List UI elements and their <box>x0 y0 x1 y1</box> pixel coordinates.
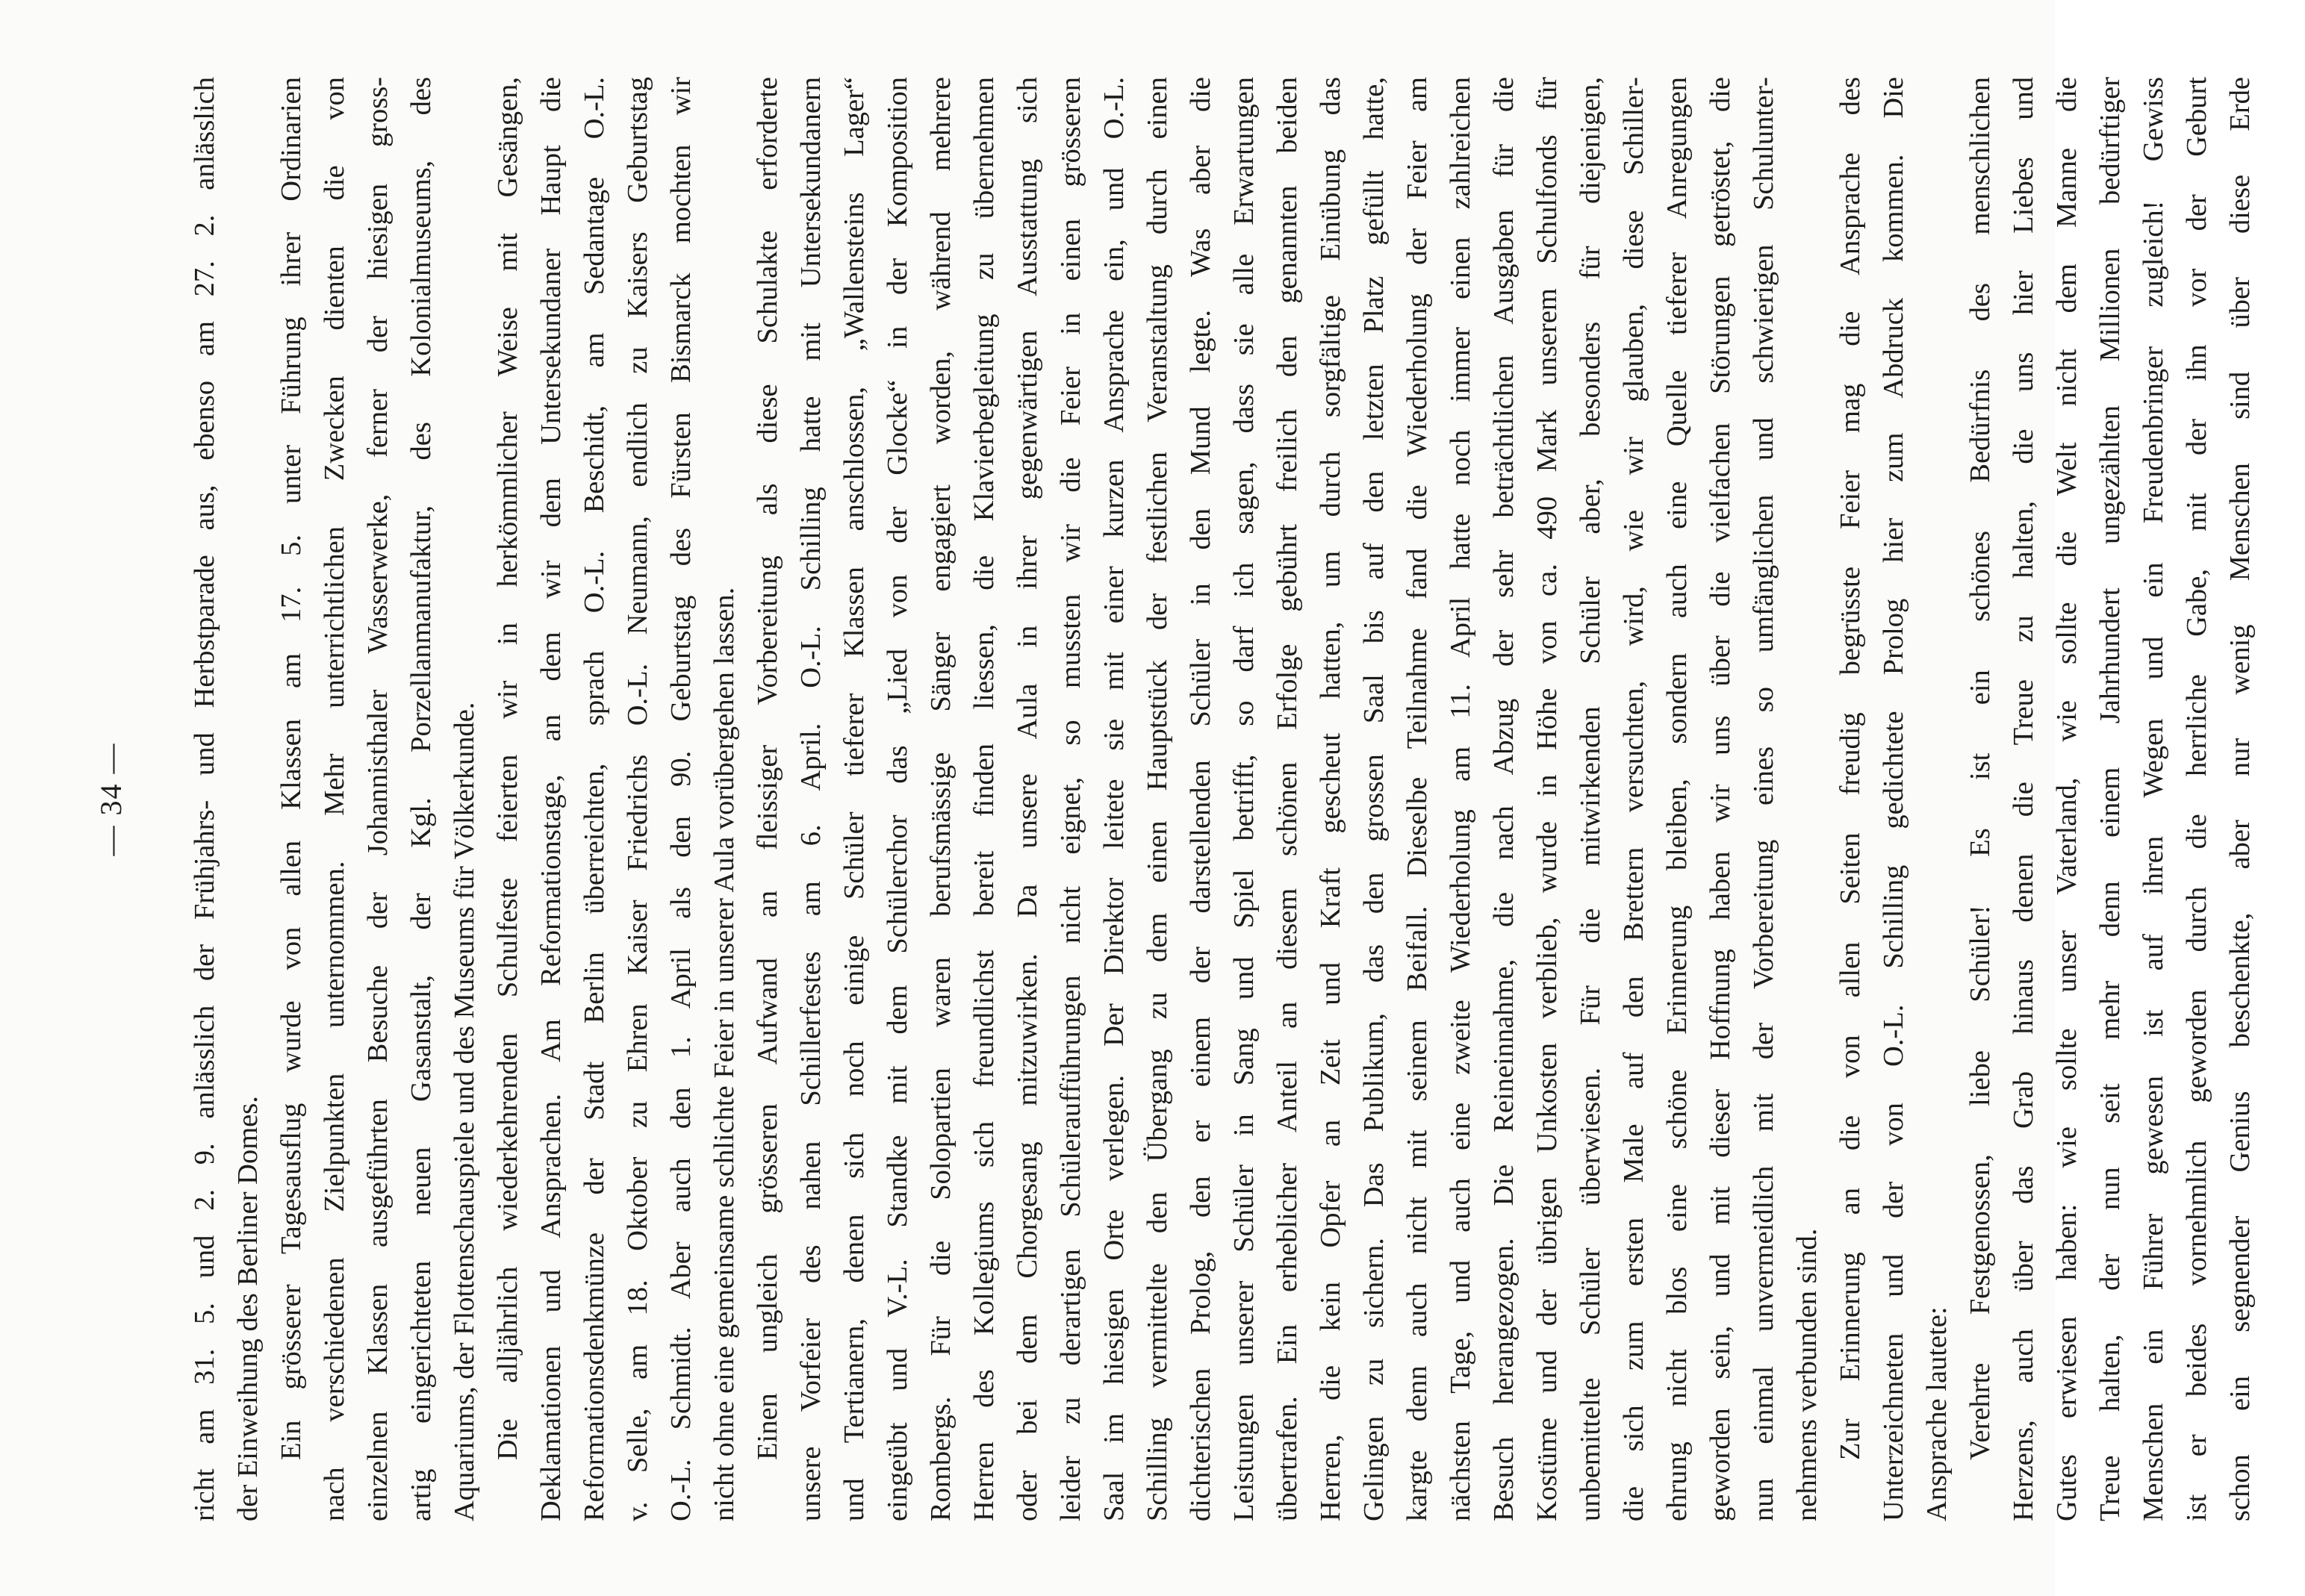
text-line: einzelnen Klassen ausgeführten Besuche der Johannisthaler Wasserwerke, ferner der hiesigen gross- <box>362 77 394 1521</box>
text-line: ist er beides vornehmlich geworden durch die herrliche Gabe, mit der ihn vor der Geburt <box>2181 77 2212 1521</box>
text-line: Verehrte Festgenossen, liebe Schüler! Es ist ein schönes Bedürfnis des menschlichen <box>1965 77 1996 1460</box>
text-line: Schilling vermittelte den Übergang zu dem einen Hauptstück der festlichen Veranstaltung durch einen <box>1142 77 1173 1521</box>
text-line: übertrafen. Ein erheblicher Anteil an diesem schönen Erfolge gebührt freilich den genannten beiden <box>1272 77 1303 1521</box>
text-line: der Einweihung des Berliner Domes. <box>232 1096 264 1521</box>
text-line: Herren, die kein Opfer an Zeit und Kraft gescheut hatten, um durch sorgfältige Einübung das <box>1315 77 1346 1521</box>
text-line: ehrung nicht blos eine schöne Erinnerung bleiben, sondern auch eine Quelle tieferer Anregungen <box>1661 77 1693 1521</box>
text-line: kargte denn auch nicht mit seinem Beifall. Dieselbe Teilnahme fand die Wiederholung der Feier am <box>1402 77 1433 1521</box>
text-line: leider zu derartigen Schüleraufführungen nicht eignet, so mussten wir die Feier in einen grösseren <box>1055 77 1086 1521</box>
text-line: nächsten Tage, und auch eine zweite Wiederholung am 11. April hatte noch immer einen zahlreichen <box>1445 77 1476 1521</box>
text-line: Besuch herangezogen. Die Reineinnahme, die nach Abzug der sehr beträchtlichen Ausgaben für die <box>1488 77 1519 1521</box>
text-line: nach verschiedenen Zielpunkten unternommen. Mehr unterrichtlichen Zwecken dienten die von <box>319 77 350 1521</box>
text-line: Leistungen unserer Schüler in Sang und Spiel betrifft, so darf ich sagen, dass sie alle Erwartungen <box>1228 77 1260 1521</box>
text-line: nehmens verbunden sind. <box>1791 1228 1823 1521</box>
text-line: Herzens, auch über das Grab hinaus denen die Treue zu halten, die uns hier Liebes und <box>2008 77 2039 1521</box>
text-line: artig eingerichteten neuen Gasanstalt, der Kgl. Porzellanmanufaktur, des Kolonialmuseums, des <box>405 77 437 1521</box>
text-line: Gutes erwiesen haben: wie sollte unser Vaterland, wie sollte die Welt nicht dem Manne die <box>2051 77 2082 1521</box>
text-line: dichterischen Prolog, den er einem der darstellenden Schüler in den Mund legte. Was aber die <box>1185 77 1216 1521</box>
text-line: richt am 31. 5. und 2. 9. anlässlich der Frühjahrs- und Herbstparade aus, ebenso am 27. 2. anlässlich <box>189 77 220 1521</box>
text-line: Unterzeichneten und der von O.-L. Schilling gedichtete Prolog hier zum Abdruck kommen. Die <box>1878 77 1909 1521</box>
text-line: nicht ohne eine gemeinsame schlichte Feier in unserer Aula vorübergehen lassen. <box>709 587 740 1521</box>
text-line: Die alljährlich wiederkehrenden Schulfeste feierten wir in herkömmlicher Weise mit Gesängen, <box>492 77 523 1460</box>
text-line: Saal im hiesigen Orte verlegen. Der Direktor leitete sie mit einer kurzen Ansprache ein, und O.-L. <box>1098 77 1130 1521</box>
text-line: unbemittelte Schüler überwiesen. Für die mitwirkenden Schüler aber, besonders für diejenigen, <box>1575 77 1606 1521</box>
rotated-text-block <box>90 77 2256 1521</box>
text-line: v. Selle, am 18. Oktober zu Ehren Kaiser Friedrichs O.-L. Neumann, endlich zu Kaisers Geburtstag <box>622 77 653 1521</box>
text-line: schon ein segnender Genius beschenkte, aber nur wenig Menschen sind über diese Erde <box>2224 77 2256 1521</box>
text-line: geworden sein, und mit dieser Hoffnung haben wir uns über die vielfachen Störungen getröstet, die <box>1705 77 1736 1521</box>
text-line: O.-L. Schmidt. Aber auch den 1. April als den 90. Geburtstag des Fürsten Bismarck mochten wir <box>665 77 697 1521</box>
body-text <box>183 77 2305 1521</box>
text-line: Treue halten, der nun seit mehr denn einem Jahrhundert ungezählten Millionen bedürftiger <box>2094 77 2126 1521</box>
text-line: eingeübt und V.-L. Standke mit dem Schülerchor das „Lied von der Glocke“ in der Komposition <box>882 77 913 1521</box>
text-line: Einen ungleich grösseren Aufwand an fleissiger Vorbereitung als diese Schulakte erforderte <box>752 77 783 1460</box>
text-line: die sich zum ersten Male auf den Brettern versuchten, wird, wie wir glauben, diese Schiller- <box>1618 77 1649 1521</box>
text-line: Ansprache lautete: <box>1921 1306 1953 1521</box>
text-line: Reformationsdenkmünze der Stadt Berlin überreichten, sprach O.-L. Beschidt, am Sedantage O.-L. <box>579 77 610 1521</box>
text-line: Gelingen zu sichern. Das Publikum, das den grossen Saal bis auf den letzten Platz gefüllt hatte, <box>1358 77 1390 1521</box>
text-line: Zur Erinnerung an die von allen Seiten freudig begrüsste Feier mag die Ansprache des <box>1835 77 1866 1460</box>
text-line: nun einmal unvermeidlich mit der Vorbereitung eines so umfänglichen und schwierigen Schulunter- <box>1748 77 1779 1521</box>
text-line: Herren des Kollegiums sich freundlichst bereit finden liessen, die Klavierbegleitung zu übernehmen <box>968 77 1000 1521</box>
text-line <box>2262 77 2305 1521</box>
text-line: Rombergs. Für die Solopartien waren berufsmässige Sänger engagiert worden, während mehrere <box>925 77 956 1521</box>
text-line: oder bei dem Chorgesang mitzuwirken. Da unsere Aula in ihrer gegenwärtigen Ausstattung sich <box>1012 77 1043 1521</box>
text-line: Kostüme und der übrigen Unkosten verblieb, wurde in Höhe von ca. 490 Mark unserem Schulfonds für <box>1531 77 1563 1521</box>
text-line: Aquariums, der Flottenschauspiele und des Museums für Völkerkunde. <box>449 702 480 1521</box>
text-line: Deklamationen und Ansprachen. Am Reformationstage, an dem wir dem Untersekundaner Haupt die <box>535 77 567 1521</box>
text-line: unsere Vorfeier des nahen Schillerfestes am 6. April. O.-L. Schilling hatte mit Untersekundanern <box>795 77 827 1521</box>
text-line: Ein grösserer Tagesausflug wurde von allen Klassen am 17. 5. unter Führung ihrer Ordinarien <box>276 77 307 1460</box>
page-number: — 34 — <box>94 742 128 856</box>
text-line: und Tertianern, denen sich noch einige Schüler tieferer Klassen anschlossen, „Wallensteins Lager“ <box>839 77 870 1521</box>
text-line: Menschen ein Führer gewesen ist auf ihren Wegen und ein Freudenbringer zugleich! Gewiss <box>2138 77 2169 1521</box>
